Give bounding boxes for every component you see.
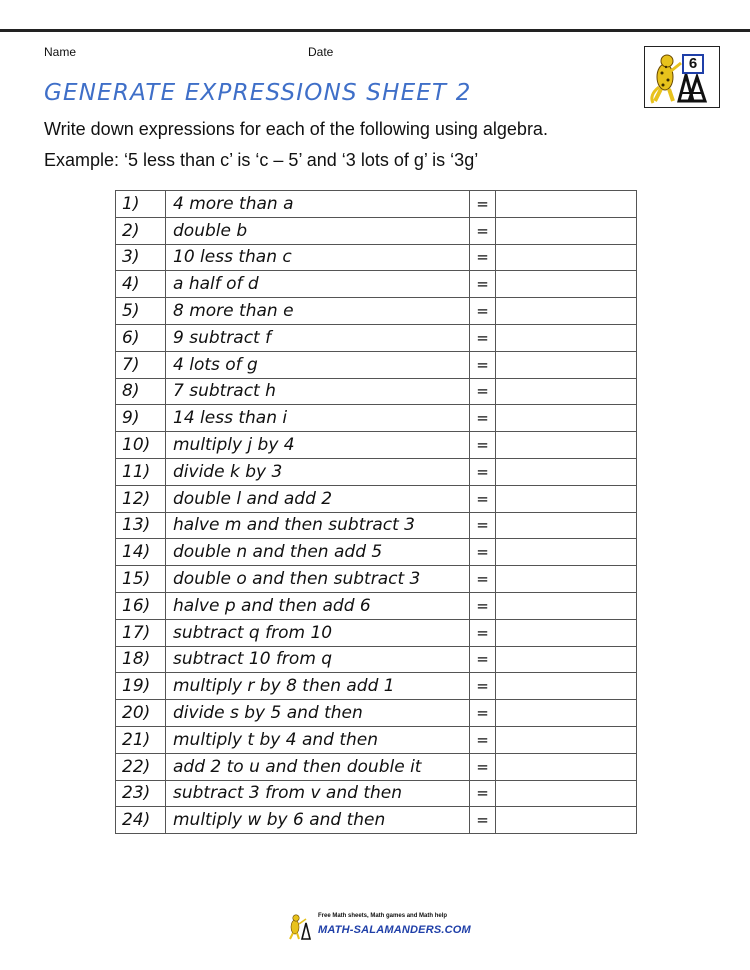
question-number: 11) [116, 458, 166, 485]
equals-sign: = [470, 780, 496, 807]
equals-sign: = [470, 673, 496, 700]
question-number: 1) [116, 191, 166, 218]
question-row [116, 217, 637, 244]
question-text: 4 lots of g [166, 351, 470, 378]
question-text: double n and then add 5 [166, 539, 470, 566]
equals-sign: = [470, 458, 496, 485]
question-number: 9) [116, 405, 166, 432]
question-row [116, 351, 637, 378]
footer-tagline: Free Math sheets, Math games and Math help [318, 913, 448, 919]
equals-sign: = [470, 807, 496, 834]
question-row [116, 753, 637, 780]
answer-box[interactable] [496, 619, 637, 646]
grade-number: 6 [682, 54, 704, 74]
instruction-line-1: Write down expressions for each of the following using algebra. [44, 119, 548, 139]
question-number: 22) [116, 753, 166, 780]
answer-box[interactable] [496, 807, 637, 834]
answer-box[interactable] [496, 780, 637, 807]
questions-table [115, 190, 637, 834]
equals-sign: = [470, 566, 496, 593]
equals-sign: = [470, 351, 496, 378]
question-row [116, 700, 637, 727]
question-text: subtract 3 from v and then [166, 780, 470, 807]
question-number: 3) [116, 244, 166, 271]
question-row [116, 646, 637, 673]
answer-box[interactable] [496, 217, 637, 244]
grade-logo [644, 46, 720, 108]
answer-box[interactable] [496, 566, 637, 593]
question-text: multiply w by 6 and then [166, 807, 470, 834]
question-row [116, 673, 637, 700]
answer-box[interactable] [496, 191, 637, 218]
question-text: 9 subtract f [166, 324, 470, 351]
question-text: 8 more than e [166, 298, 470, 325]
answer-box[interactable] [496, 673, 637, 700]
question-row [116, 378, 637, 405]
equals-sign: = [470, 646, 496, 673]
answer-box[interactable] [496, 324, 637, 351]
footer-logo [286, 911, 471, 941]
equals-sign: = [470, 324, 496, 351]
equals-sign: = [470, 271, 496, 298]
equals-sign: = [470, 405, 496, 432]
answer-box[interactable] [496, 298, 637, 325]
question-text: subtract q from 10 [166, 619, 470, 646]
answer-box[interactable] [496, 432, 637, 459]
answer-box[interactable] [496, 512, 637, 539]
question-row [116, 458, 637, 485]
question-row [116, 485, 637, 512]
date-label: Date [308, 45, 334, 59]
answer-box[interactable] [496, 351, 637, 378]
question-text: divide k by 3 [166, 458, 470, 485]
footer-site: MATH-SALAMANDERS.COM [318, 924, 471, 936]
question-number: 13) [116, 512, 166, 539]
question-number: 18) [116, 646, 166, 673]
question-row [116, 619, 637, 646]
question-row [116, 566, 637, 593]
question-number: 19) [116, 673, 166, 700]
question-number: 5) [116, 298, 166, 325]
answer-box[interactable] [496, 244, 637, 271]
equals-sign: = [470, 378, 496, 405]
question-row [116, 191, 637, 218]
answer-box[interactable] [496, 378, 637, 405]
answer-box[interactable] [496, 458, 637, 485]
equals-sign: = [470, 432, 496, 459]
question-text: a half of d [166, 271, 470, 298]
question-text: add 2 to u and then double it [166, 753, 470, 780]
question-number: 2) [116, 217, 166, 244]
question-number: 8) [116, 378, 166, 405]
top-rule [0, 29, 750, 32]
question-row [116, 405, 637, 432]
question-row [116, 539, 637, 566]
question-number: 14) [116, 539, 166, 566]
answer-box[interactable] [496, 539, 637, 566]
question-row [116, 271, 637, 298]
question-text: 10 less than c [166, 244, 470, 271]
salamander-footer-icon [286, 911, 316, 941]
question-text: double o and then subtract 3 [166, 566, 470, 593]
question-text: halve p and then add 6 [166, 592, 470, 619]
question-number: 21) [116, 726, 166, 753]
question-row [116, 726, 637, 753]
answer-box[interactable] [496, 592, 637, 619]
question-row [116, 298, 637, 325]
question-number: 23) [116, 780, 166, 807]
question-row [116, 807, 637, 834]
question-text: 7 subtract h [166, 378, 470, 405]
equals-sign: = [470, 619, 496, 646]
answer-box[interactable] [496, 405, 637, 432]
question-text: subtract 10 from q [166, 646, 470, 673]
name-label: Name [44, 45, 77, 59]
answer-box[interactable] [496, 271, 637, 298]
question-number: 6) [116, 324, 166, 351]
question-row [116, 244, 637, 271]
question-text: 14 less than i [166, 405, 470, 432]
question-number: 12) [116, 485, 166, 512]
question-number: 4) [116, 271, 166, 298]
question-text: double b [166, 217, 470, 244]
equals-sign: = [470, 753, 496, 780]
equals-sign: = [470, 298, 496, 325]
equals-sign: = [470, 700, 496, 727]
question-row [116, 592, 637, 619]
question-number: 15) [116, 566, 166, 593]
answer-box[interactable] [496, 485, 637, 512]
question-text: double l and add 2 [166, 485, 470, 512]
equals-sign: = [470, 539, 496, 566]
question-number: 20) [116, 700, 166, 727]
equals-sign: = [470, 485, 496, 512]
question-row [116, 780, 637, 807]
question-text: 4 more than a [166, 191, 470, 218]
equals-sign: = [470, 512, 496, 539]
question-number: 16) [116, 592, 166, 619]
equals-sign: = [470, 217, 496, 244]
answer-box[interactable] [496, 700, 637, 727]
question-text: multiply t by 4 and then [166, 726, 470, 753]
question-number: 24) [116, 807, 166, 834]
equals-sign: = [470, 726, 496, 753]
answer-box[interactable] [496, 753, 637, 780]
question-text: divide s by 5 and then [166, 700, 470, 727]
question-row [116, 512, 637, 539]
question-number: 10) [116, 432, 166, 459]
question-text: multiply j by 4 [166, 432, 470, 459]
answer-box[interactable] [496, 726, 637, 753]
question-number: 7) [116, 351, 166, 378]
question-number: 17) [116, 619, 166, 646]
question-text: multiply r by 8 then add 1 [166, 673, 470, 700]
question-row [116, 324, 637, 351]
equals-sign: = [470, 244, 496, 271]
equals-sign: = [470, 191, 496, 218]
answer-box[interactable] [496, 646, 637, 673]
question-row [116, 432, 637, 459]
question-text: halve m and then subtract 3 [166, 512, 470, 539]
equals-sign: = [470, 592, 496, 619]
instruction-example: Example: ‘5 less than c’ is ‘c – 5’ and ‘3 lots of g’ is ‘3g’ [44, 150, 479, 170]
sheet-title: GENERATE EXPRESSIONS SHEET 2 [44, 80, 472, 106]
